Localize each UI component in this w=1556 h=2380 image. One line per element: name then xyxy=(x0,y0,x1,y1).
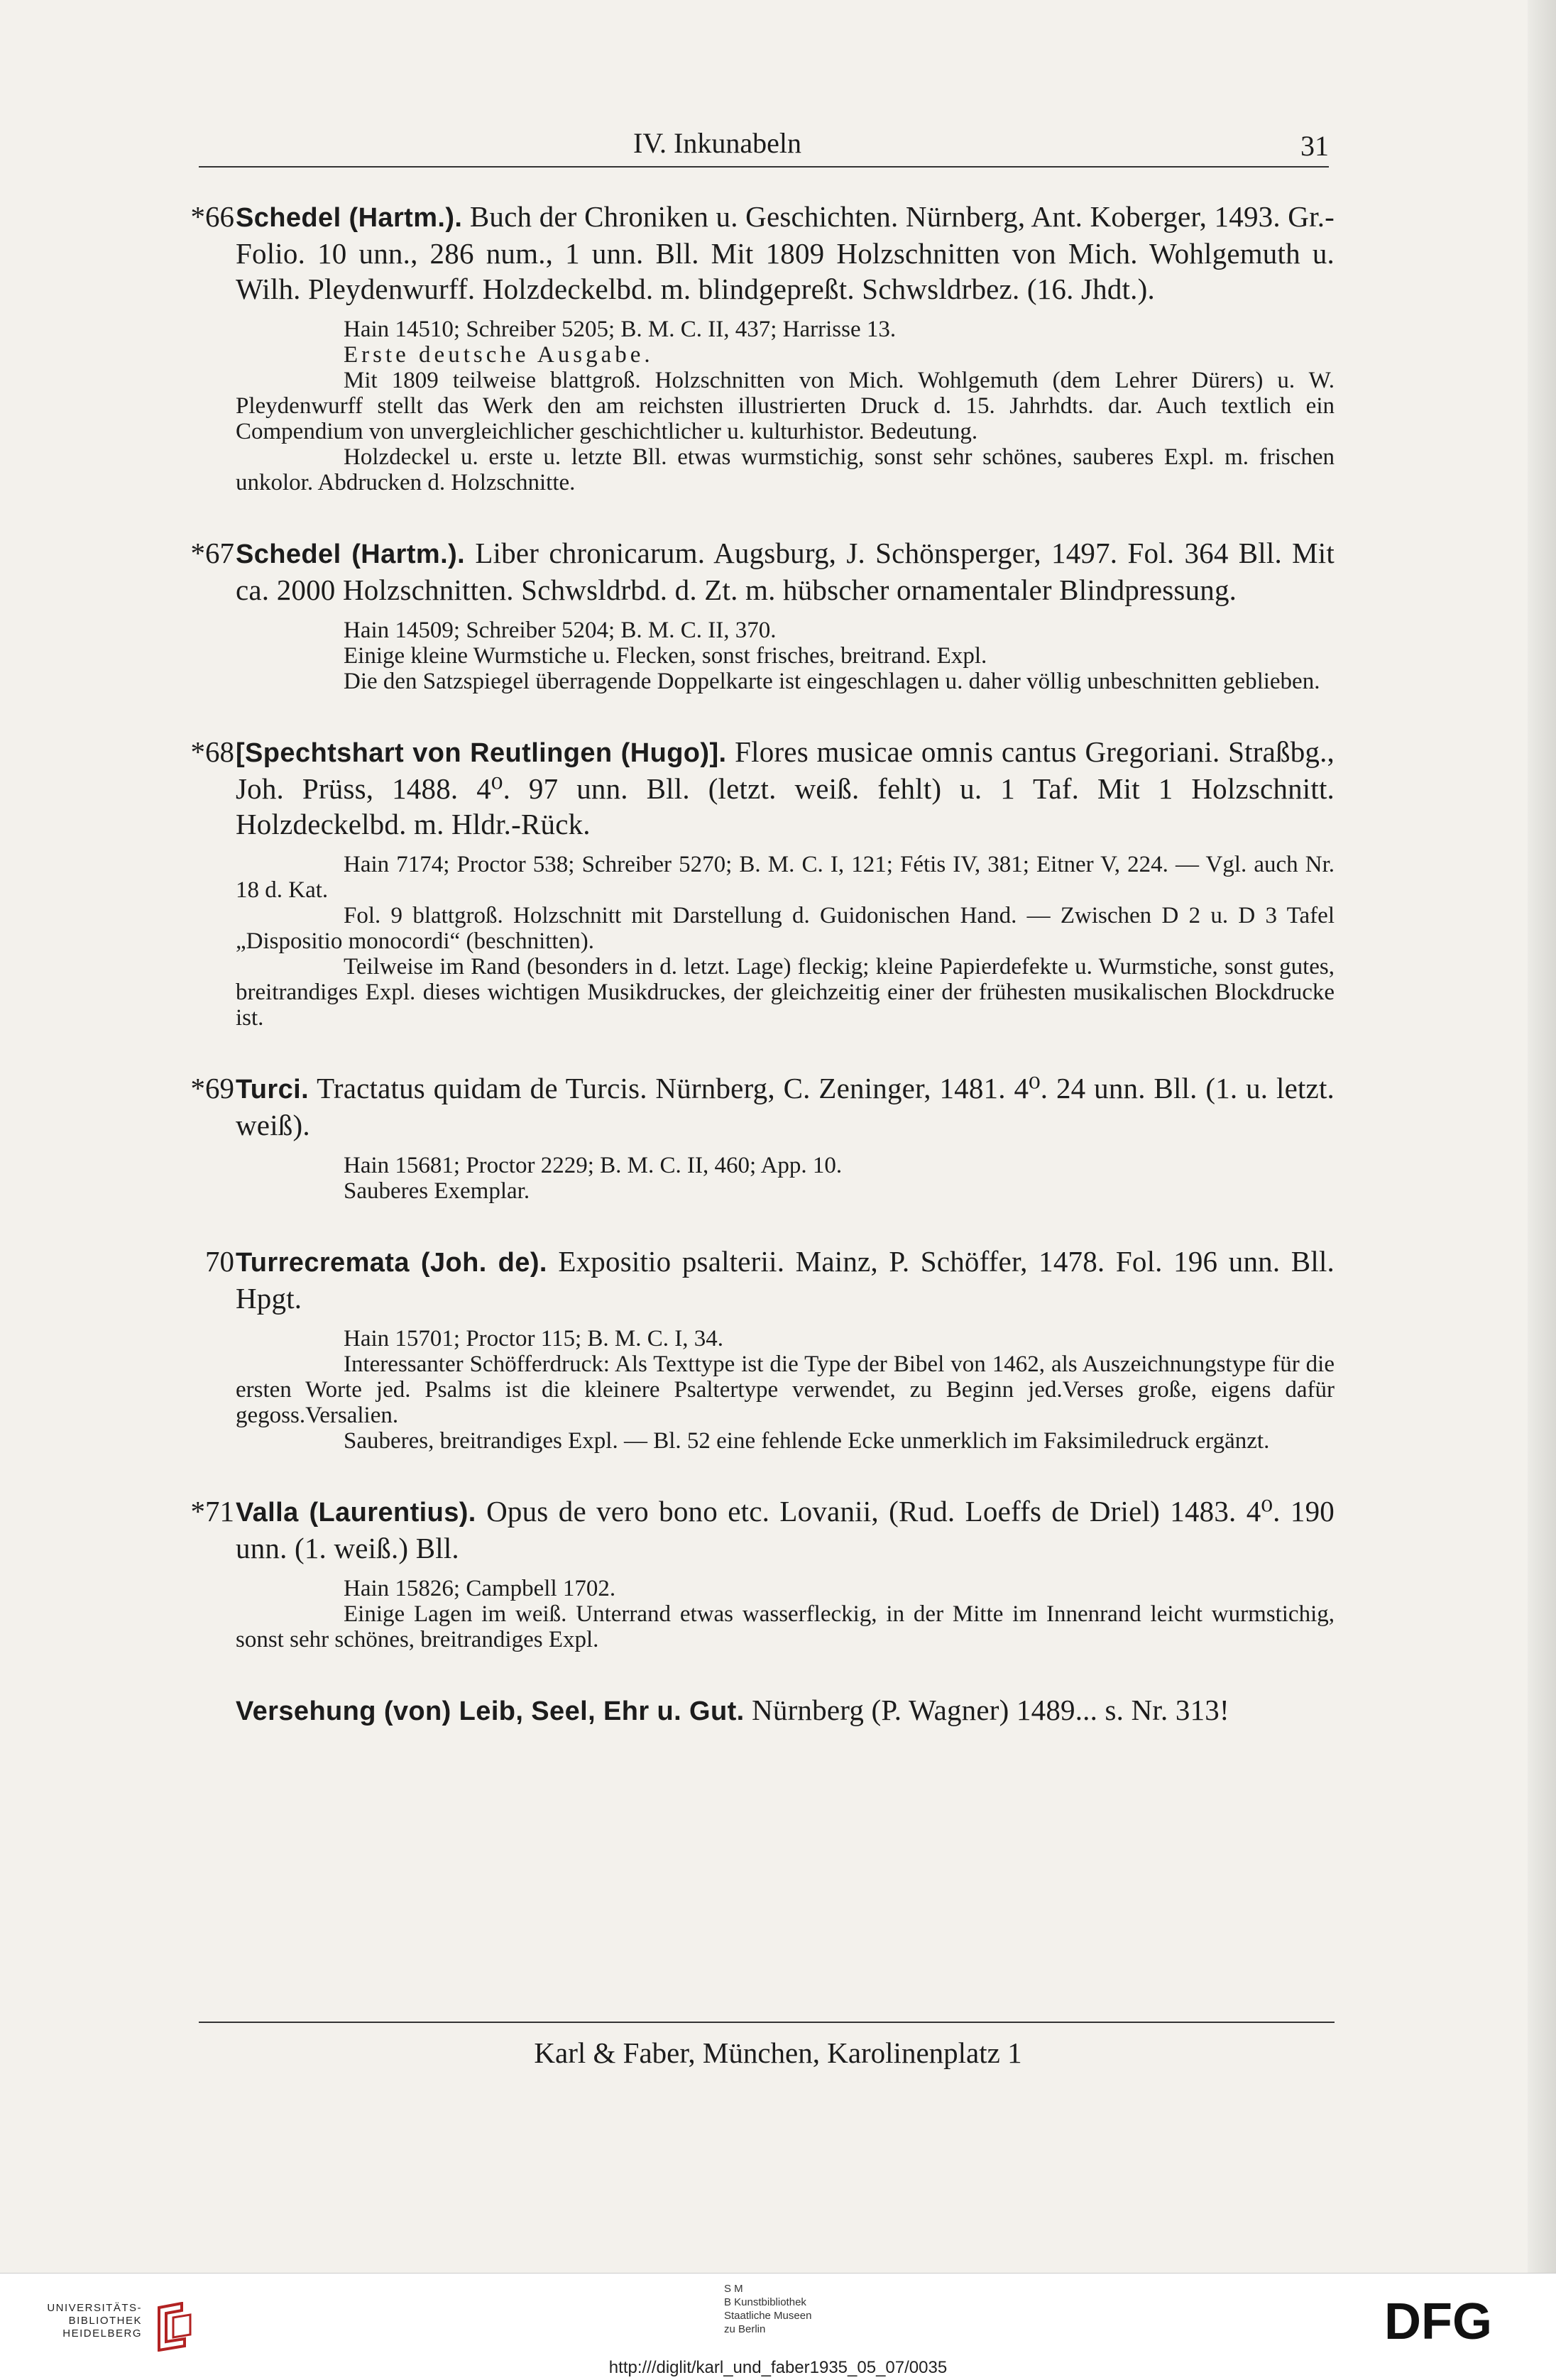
entry-description: Flores musicae omnis cantus Gregoriani. Straßbg., Joh. Prüss, 1488. 4⁰. 97 unn. Bll. (letzt. weiß. fehlt) u. 1 Taf. Mit 1 Holzschnitt. Holzdeckelbd. m. Hldr.-Rück. xyxy=(236,735,1335,840)
dfg-logo-text: DFG xyxy=(1384,2296,1492,2346)
entry-author: Turrecremata (Joh. de). xyxy=(236,1248,547,1278)
entry-author: Schedel (Hartm.). xyxy=(236,203,463,233)
entry-note: Hain 15681; Proctor 2229; B. M. C. II, 460; App. 10. xyxy=(344,1153,843,1178)
smb-text-line: zu Berlin xyxy=(724,2323,766,2335)
entry-description: Tractatus quidam de Turcis. Nürnberg, C. Zeninger, 1481. 4⁰. 24 unn. Bll. (1. u. letzt. weiß). xyxy=(236,1072,1335,1141)
entry-note: Teilweise im Rand (besonders in d. letzt. Lage) fleckig; kleine Papierdefekte u. Wurmstiche, sonst gutes, breitrandiges Expl. dieses wichtigen Musikdruckes, der gleichzeitig einer der frühesten musikalischen Blockdrucke ist. xyxy=(236,954,1335,1031)
entry-author: Valla (Laurentius). xyxy=(236,1498,476,1528)
entry-note: Die den Satzspiegel überragende Doppelkarte ist eingeschlagen u. daher völlig unbeschnitten geblieben. xyxy=(344,669,1320,694)
section-title: IV. Inkunabeln xyxy=(633,127,801,159)
smb-text-line: B Kunstbibliothek xyxy=(724,2296,806,2308)
catalogue-entry xyxy=(177,734,1335,1031)
publisher-imprint: Karl & Faber, München, Karolinenplatz 1 xyxy=(534,2036,1022,2069)
entry-main-text xyxy=(236,535,1335,608)
smb-logo[interactable] xyxy=(724,2282,866,2336)
entry-notes xyxy=(236,1153,1335,1204)
entry-note: Hain 15701; Proctor 115; B. M. C. I, 34. xyxy=(344,1326,724,1351)
footer-rule xyxy=(199,2022,1335,2023)
entry-main-text xyxy=(236,1493,1335,1566)
entry-note: Interessanter Schöfferdruck: Als Texttype ist die Type der Bibel von 1462, als Auszeichnungstype für die ersten Worte jed. Psalms ist die kleinere Psaltertype verwendet, zu Beginn jed.Verses große, eigens dafür gegoss.Versalien. xyxy=(236,1351,1335,1428)
entry-description: Opus de vero bono etc. Lovanii, (Rud. Loeffs de Driel) 1483. 4⁰. 190 unn. (1. weiß.) Bll. xyxy=(236,1495,1335,1564)
university-library-logo[interactable] xyxy=(21,2302,192,2359)
entry-note: Hain 14510; Schreiber 5205; B. M. C. II, 437; Harrisse 13. xyxy=(344,317,897,342)
entry-notes xyxy=(236,618,1335,694)
entry-main-text xyxy=(236,1070,1335,1143)
entry-note: Hain 14509; Schreiber 5204; B. M. C. II, 370. xyxy=(344,618,777,643)
entry-author: Turci. xyxy=(236,1075,309,1104)
catalogue-entry xyxy=(177,1070,1335,1204)
library-logo-text: UNIVERSITÄTS- BIBLIOTHEK HEIDELBERG xyxy=(47,2302,142,2340)
page-url[interactable]: http:///diglit/karl_und_faber1935_05_07/0035 xyxy=(608,2358,948,2377)
entry-main-text xyxy=(236,199,1335,307)
entry-note: Hain 7174; Proctor 538; Schreiber 5270; B. M. C. I, 121; Fétis IV, 381; Eitner V, 224. — Vgl. auch Nr. 18 d. Kat. xyxy=(236,852,1335,903)
entry-notes xyxy=(236,1326,1335,1454)
entry-note: Mit 1809 teilweise blattgroß. Holzschnitten von Mich. Wohlgemuth (dem Lehrer Dürers) u. W. Pleydenwurff stellt das Werk den am reichsten illustrierten Druck d. 15. Jahrhdts. dar. Auch textlich ein Compendium von unvergleichlicher geschichtlicher u. kulturhistor. Bedeutung. xyxy=(236,368,1335,444)
entry-number: *68 xyxy=(190,735,234,768)
entry-note: Fol. 9 blattgroß. Holzschnitt mit Darstellung d. Guidonischen Hand. — Zwischen D 2 u. D 3 Tafel „Dispositio monocordi“ (beschnitten). xyxy=(236,903,1335,954)
entry-number: *69 xyxy=(190,1072,234,1104)
catalogue-entries xyxy=(177,199,1335,1769)
entry-description: Expositio psalterii. Mainz, P. Schöffer, 1478. Fol. 196 unn. Bll. Hpgt. xyxy=(236,1245,1335,1315)
entry-author: [Spechtshart von Reutlingen (Hugo)]. xyxy=(236,738,727,768)
entry-note: Holzdeckel u. erste u. letzte Bll. etwas wurmstichig, sonst sehr schönes, sauberes Expl. m. frischen unkolor. Abdrucken d. Holzschnitte. xyxy=(236,444,1335,495)
page-number: 31 xyxy=(1300,130,1329,162)
entry-number: *66 xyxy=(190,200,234,233)
cross-reference-entry xyxy=(177,1692,1335,1729)
entry-main-text xyxy=(236,734,1335,842)
entry-notes xyxy=(236,852,1335,1031)
catalogue-entry xyxy=(177,1244,1335,1454)
entry-author: Schedel (Hartm.). xyxy=(236,539,466,569)
digitization-footer xyxy=(0,2273,1556,2359)
smb-text-line: S M xyxy=(724,2283,743,2295)
catalogue-entry xyxy=(177,199,1335,495)
entry-description: Liber chronicarum. Augsburg, J. Schönsperger, 1497. Fol. 364 Bll. Mit ca. 2000 Holzschnitten. Schwsldrbd. d. Zt. m. hübscher ornamentaler Blindpressung. xyxy=(236,537,1335,606)
entry-note: Erste deutsche Ausgabe. xyxy=(344,342,654,368)
catalogue-entry xyxy=(177,1493,1335,1652)
dfg-logo[interactable] xyxy=(1384,2296,1533,2346)
entry-note: Hain 15826; Campbell 1702. xyxy=(344,1576,616,1601)
entry-number: 70 xyxy=(205,1245,234,1278)
entry-notes xyxy=(236,317,1335,495)
header-rule xyxy=(199,166,1329,168)
entry-main-text xyxy=(236,1692,1335,1729)
entry-note: Sauberes, breitrandiges Expl. — Bl. 52 eine fehlende Ecke unmerklich im Faksimiledruck ergänzt. xyxy=(344,1428,1270,1454)
entry-description: Buch der Chroniken u. Geschichten. Nürnberg, Ant. Koberger, 1493. Gr.-Folio. 10 unn., 286 num., 1 unn. Bll. Mit 1809 Holzschnitten von Mich. Wohlgemuth u. Wilh. Pleydenwurff. Holzdeckelbd. m. blindgepreßt. Schwsldrbez. (16. Jhdt.). xyxy=(236,200,1335,305)
running-head xyxy=(236,126,1329,169)
entry-description: Nürnberg (P. Wagner) 1489... s. Nr. 313! xyxy=(752,1694,1229,1726)
entry-number: *67 xyxy=(190,537,234,569)
entry-number: *71 xyxy=(190,1495,234,1528)
entry-note: Einige Lagen im weiß. Unterrand etwas wasserfleckig, in der Mitte im Innenrand leicht wurmstichig, sonst sehr schönes, breitrandiges Expl. xyxy=(236,1601,1335,1652)
entry-author: Versehung (von) Leib, Seel, Ehr u. Gut. xyxy=(236,1696,745,1726)
catalogue-entry xyxy=(177,535,1335,694)
entry-main-text xyxy=(236,1244,1335,1316)
smb-text-line: Staatliche Museen xyxy=(724,2310,812,2322)
page-edge-shadow xyxy=(1528,0,1556,2273)
entry-notes xyxy=(236,1576,1335,1652)
entry-note: Sauberes Exemplar. xyxy=(344,1178,530,1204)
library-mark-icon xyxy=(153,2302,196,2352)
entry-note: Einige kleine Wurmstiche u. Flecken, sonst frisches, breitrand. Expl. xyxy=(344,643,987,669)
